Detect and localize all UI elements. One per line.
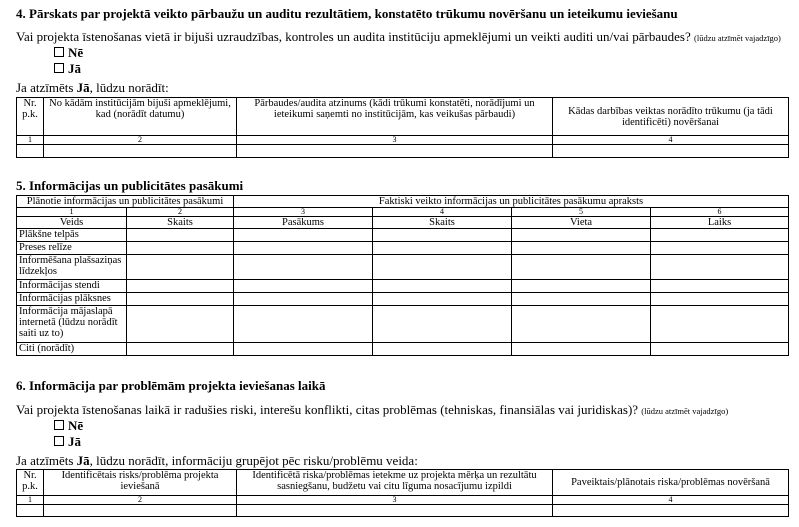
column-number: 5 [512, 208, 651, 217]
column-number: 2 [44, 136, 237, 145]
table-cell[interactable] [512, 242, 651, 255]
table-cell[interactable] [373, 242, 512, 255]
section4-option-no-label: Nē [68, 45, 84, 60]
section4-option-yes-label: Jā [68, 61, 81, 76]
table-cell[interactable] [237, 505, 553, 517]
table-header: Pārbaudes/audita atzinums (kādi trūkumi konstatēti, norādījumi un ieteikumi saņemti no institūcijām, kas veikušas pārbaudi) [237, 98, 553, 136]
table-cell[interactable] [17, 145, 44, 158]
table-row [17, 306, 789, 343]
table-row [17, 280, 789, 293]
section4-heading: 4. Pārskats par projektā veikto pārbaužu un auditu rezultātiem, konstatēto trūkumu novēršanu un ieteikumu ieviešanu [16, 6, 678, 21]
table-cell[interactable] [44, 505, 237, 517]
row-label: Informēšana plašsaziņas līdzekļos [17, 255, 127, 280]
table-cell[interactable] [234, 293, 373, 306]
table-cell[interactable] [512, 293, 651, 306]
table-cell[interactable] [234, 280, 373, 293]
column-number: 1 [17, 136, 44, 145]
table-header: No kādām institūcijām bijuši apmeklējumi, kad (norādīt datumu) [44, 98, 237, 136]
table-row [17, 242, 789, 255]
table-cell[interactable] [234, 242, 373, 255]
table-cell[interactable] [127, 306, 234, 343]
table-header: Paveiktais/plānotais riska/problēmas novēršanā [553, 470, 789, 496]
table-cell[interactable] [237, 145, 553, 158]
table-header: Identificētais risks/problēma projekta ieviešanā [44, 470, 237, 496]
section6-table [16, 469, 789, 517]
table-cell[interactable] [127, 280, 234, 293]
table-header: Vieta [512, 217, 651, 229]
table-header: Veids [17, 217, 127, 229]
table-row [17, 145, 789, 158]
table-row [17, 229, 789, 242]
section4-hint: (lūdzu atzīmēt vajadzīgo) [694, 33, 781, 43]
column-number: 4 [553, 136, 789, 145]
section5-heading: 5. Informācijas un publicitātes pasākumi [16, 178, 244, 193]
section6-heading: 6. Informācija par problēmām projekta ieviešanas laikā [16, 378, 326, 393]
section4-option-no[interactable] [54, 45, 83, 61]
section6-option-no-label: Nē [68, 418, 84, 433]
table-cell[interactable] [651, 306, 789, 343]
table-header: Kādas darbības veiktas norādīto trūkumu (ja tādi identificēti) novēršanai [553, 98, 789, 136]
row-label: Informācijas plāksnes [17, 293, 127, 306]
section4-if-yes-suffix: , lūdzu norādīt: [89, 80, 169, 95]
section6-hint: (lūdzu atzīmēt vajadzīgo) [641, 406, 729, 416]
table-cell[interactable] [234, 229, 373, 242]
table-header: Skaits [373, 217, 512, 229]
table-header: Laiks [651, 217, 789, 229]
column-number: 3 [234, 208, 373, 217]
table-cell[interactable] [44, 145, 237, 158]
table-cell[interactable] [373, 293, 512, 306]
table-cell[interactable] [651, 343, 789, 356]
row-label: Citi (norādīt) [17, 343, 127, 356]
table-header: Nr. p.k. [17, 98, 44, 136]
table-group-header: Plānotie informācijas un publicitātes pasākumi [17, 196, 234, 208]
table-cell[interactable] [512, 343, 651, 356]
column-number: 1 [17, 496, 44, 505]
table-cell[interactable] [651, 242, 789, 255]
table-header: Skaits [127, 217, 234, 229]
table-cell[interactable] [651, 293, 789, 306]
table-header: Pasākums [234, 217, 373, 229]
table-cell[interactable] [512, 255, 651, 280]
checkbox-icon[interactable] [54, 47, 64, 57]
section6-question-text: Vai projekta īstenošanas laikā ir radušies riski, interešu konflikti, citas problēmas (tehniskas, finansiālas vai juridiskas)? [16, 402, 639, 417]
table-cell[interactable] [373, 280, 512, 293]
table-cell[interactable] [373, 306, 512, 343]
column-number: 2 [44, 496, 237, 505]
section4-if-yes [16, 80, 169, 96]
checkbox-icon[interactable] [54, 420, 64, 430]
section5-table [16, 195, 789, 356]
table-group-header: Faktiski veikto informācijas un publicitātes pasākumu apraksts [234, 196, 789, 208]
column-number: 3 [237, 496, 553, 505]
table-cell[interactable] [651, 280, 789, 293]
section6-if-yes-word: Jā [76, 453, 90, 468]
section6-option-no[interactable] [54, 418, 83, 434]
table-row [17, 293, 789, 306]
table-cell[interactable] [127, 255, 234, 280]
table-cell[interactable] [234, 343, 373, 356]
section4-if-yes-prefix: Ja atzīmēts [16, 80, 77, 95]
row-label: Informācijas stendi [17, 280, 127, 293]
table-cell[interactable] [127, 343, 234, 356]
table-cell[interactable] [553, 505, 789, 517]
column-number: 4 [553, 496, 789, 505]
section4-question-text: Vai projekta īstenošanas vietā ir bijuši uzraudzības, kontroles un audita institūciju apmeklējumi un veikti auditi un/vai pārbaudes? [16, 29, 691, 44]
section4-if-yes-word: Jā [76, 80, 90, 95]
table-cell[interactable] [234, 306, 373, 343]
table-row [17, 255, 789, 280]
table-row [17, 505, 789, 517]
row-label: Plākšne telpās [17, 229, 127, 242]
table-header: Identificētā riska/problēmas ietekme uz projekta mērķa un rezultātu sasniegšanu, budžetu vai citu līguma nosacījumu izpildi [237, 470, 553, 496]
section4-table [16, 97, 789, 158]
table-cell[interactable] [234, 255, 373, 280]
section4-option-yes[interactable] [54, 61, 81, 77]
table-row [17, 343, 789, 356]
column-number: 4 [373, 208, 512, 217]
column-number: 2 [127, 208, 234, 217]
table-cell[interactable] [651, 255, 789, 280]
table-cell[interactable] [373, 343, 512, 356]
table-cell[interactable] [127, 242, 234, 255]
table-cell[interactable] [373, 229, 512, 242]
table-cell[interactable] [373, 255, 512, 280]
row-label: Preses relīze [17, 242, 127, 255]
column-number: 1 [17, 208, 127, 217]
section4-question [16, 29, 781, 45]
column-number: 6 [651, 208, 789, 217]
row-label: Informācija mājaslapā internetā (lūdzu norādīt saiti uz to) [17, 306, 127, 343]
section6-option-yes-label: Jā [68, 434, 81, 449]
column-number: 3 [237, 136, 553, 145]
section6-if-yes-prefix: Ja atzīmēts [16, 453, 77, 468]
table-cell[interactable] [553, 145, 789, 158]
section6-if-yes-suffix: , lūdzu norādīt, informāciju grupējot pēc risku/problēmu veida: [89, 453, 418, 468]
table-header: Nr. p.k. [17, 470, 44, 496]
table-cell[interactable] [127, 293, 234, 306]
table-cell[interactable] [512, 280, 651, 293]
checkbox-icon[interactable] [54, 63, 64, 73]
table-cell[interactable] [651, 229, 789, 242]
section6-if-yes [16, 453, 418, 469]
table-cell[interactable] [512, 229, 651, 242]
table-cell[interactable] [512, 306, 651, 343]
section6-question [16, 402, 728, 418]
table-cell[interactable] [17, 505, 44, 517]
checkbox-icon[interactable] [54, 436, 64, 446]
table-cell[interactable] [127, 229, 234, 242]
section6-option-yes[interactable] [54, 434, 81, 450]
